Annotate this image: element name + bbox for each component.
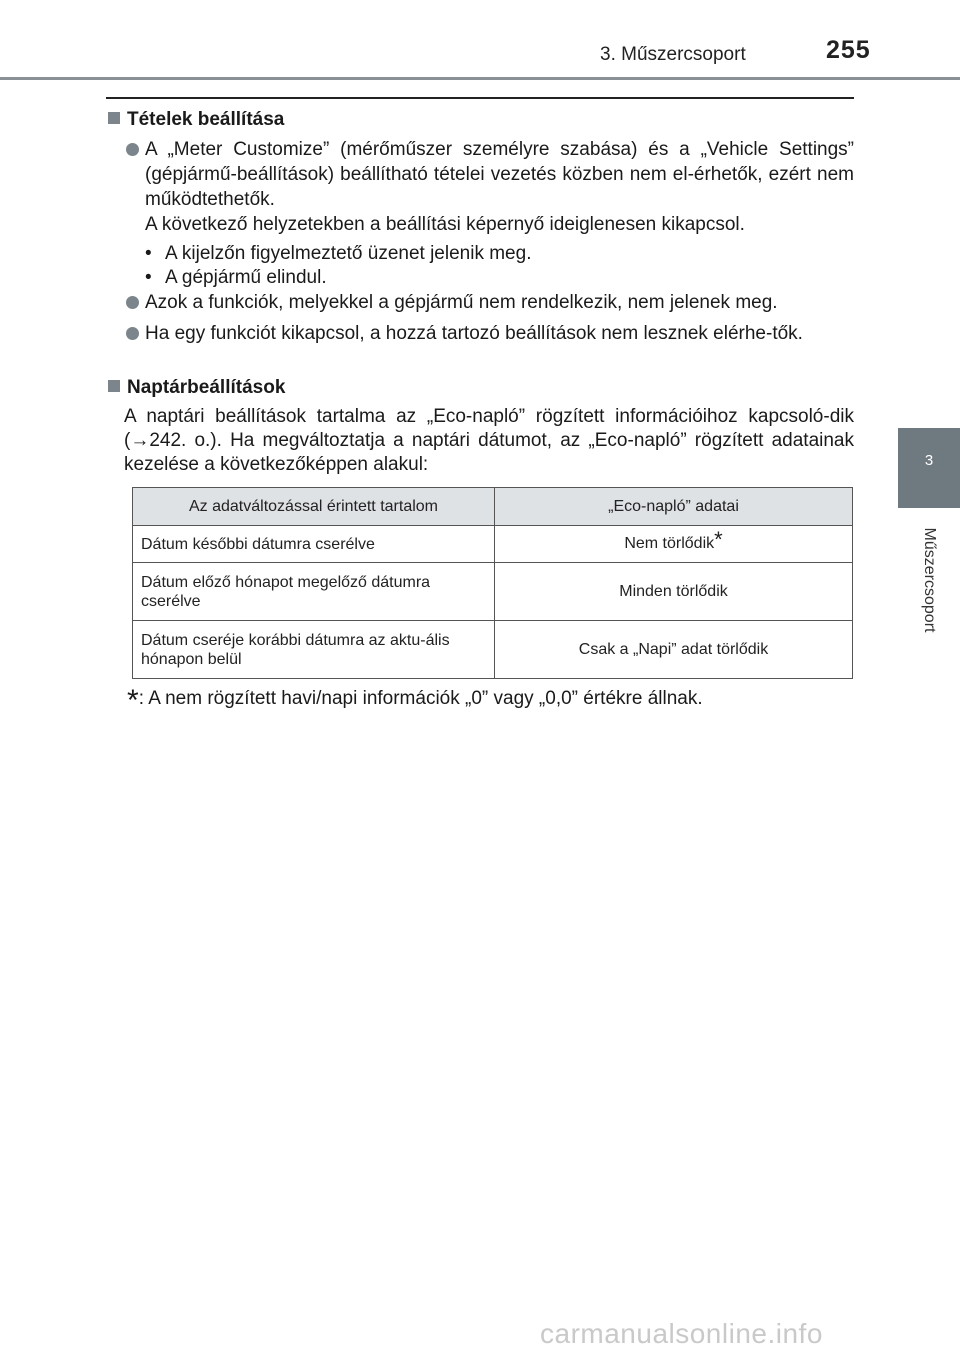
chapter-side-label xyxy=(898,508,960,653)
section-heading xyxy=(108,109,284,131)
list-item-text: A következő helyzetekben a beállítási képernyő ideiglenesen kikapcsol. xyxy=(145,214,745,235)
square-bullet-icon xyxy=(108,112,120,124)
footnote xyxy=(127,684,703,718)
sub-list-item-text: A gépjármű elindul. xyxy=(165,267,327,288)
table-cell: Csak a „Napi” adat törlődik xyxy=(495,621,853,679)
data-table xyxy=(132,487,853,679)
circle-bullet-icon xyxy=(126,327,139,340)
table-row xyxy=(133,563,853,621)
table-header-cell: Az adatváltozással érintett tartalom xyxy=(133,488,495,526)
table-cell xyxy=(495,526,853,563)
list-item-text: Ha egy funkciót kikapcsol, a hozzá tartozó beállítások nem lesznek elérhe-tők. xyxy=(145,323,803,344)
asterisk-icon: * xyxy=(127,684,139,717)
circle-bullet-icon xyxy=(126,143,139,156)
list-item-text: Azok a funkciók, melyekkel a gépjármű nem rendelkezik, nem jelenek meg. xyxy=(145,292,778,313)
table-cell: Minden törlődik xyxy=(495,563,853,621)
table-cell: Dátum cseréje korábbi dátumra az aktu-ális hónapon belül xyxy=(133,621,495,679)
circle-bullet-icon xyxy=(126,296,139,309)
page-number: 255 xyxy=(826,36,871,64)
table-header-cell: „Eco-napló” adatai xyxy=(495,488,853,526)
chapter-side-label-text: Műszercsoport xyxy=(921,527,938,633)
sub-list-item xyxy=(145,242,531,266)
dot-bullet-icon: • xyxy=(145,267,152,288)
square-bullet-icon xyxy=(108,380,120,392)
section-heading-text: Naptárbeállítások xyxy=(127,377,286,398)
asterisk-icon: * xyxy=(714,527,723,552)
dot-bullet-icon: • xyxy=(145,243,152,264)
table-row xyxy=(133,526,853,563)
chapter-tab[interactable] xyxy=(898,428,960,508)
header-divider xyxy=(0,77,960,80)
list-item xyxy=(126,137,854,237)
section-heading-text: Tételek beállítása xyxy=(127,109,285,130)
table-row xyxy=(133,621,853,679)
sub-list-item xyxy=(145,266,327,290)
table-cell-text: Nem törlődik xyxy=(624,535,715,552)
list-item xyxy=(126,290,854,315)
content-divider xyxy=(106,97,854,99)
watermark: carmanualsonline.info xyxy=(540,1318,823,1349)
chapter-tab-number: 3 xyxy=(924,452,934,469)
list-item xyxy=(126,321,854,346)
footnote-text: : A nem rögzített havi/napi információk „0” vagy „0,0” értékre állnak. xyxy=(138,688,703,709)
table-header-row xyxy=(133,488,853,526)
section-paragraph: A naptári beállítások tartalma az „Eco-napló” rögzített információihoz kapcsoló-dik (→242. o.). Ha megváltoztatja a naptári dátumot, az „Eco-napló” rögzített adatainak kezelése a következőképpen alakul: xyxy=(124,406,854,475)
table-cell: Dátum későbbi dátumra cserélve xyxy=(133,526,495,563)
section-heading xyxy=(108,377,285,399)
list-item-text: A „Meter Customize” (mérőműszer személyre szabása) és a „Vehicle Settings” (gépjármű-beállítások) beállítható tételei vezetés közben nem el-érhetők, ezért nem működtethetők. xyxy=(145,139,854,210)
sub-list-item-text: A kijelzőn figyelmeztető üzenet jelenik meg. xyxy=(165,243,532,264)
table-cell: Dátum előző hónapot megelőző dátumra cserélve xyxy=(133,563,495,621)
chapter-title: 3. Műszercsoport xyxy=(600,44,746,65)
